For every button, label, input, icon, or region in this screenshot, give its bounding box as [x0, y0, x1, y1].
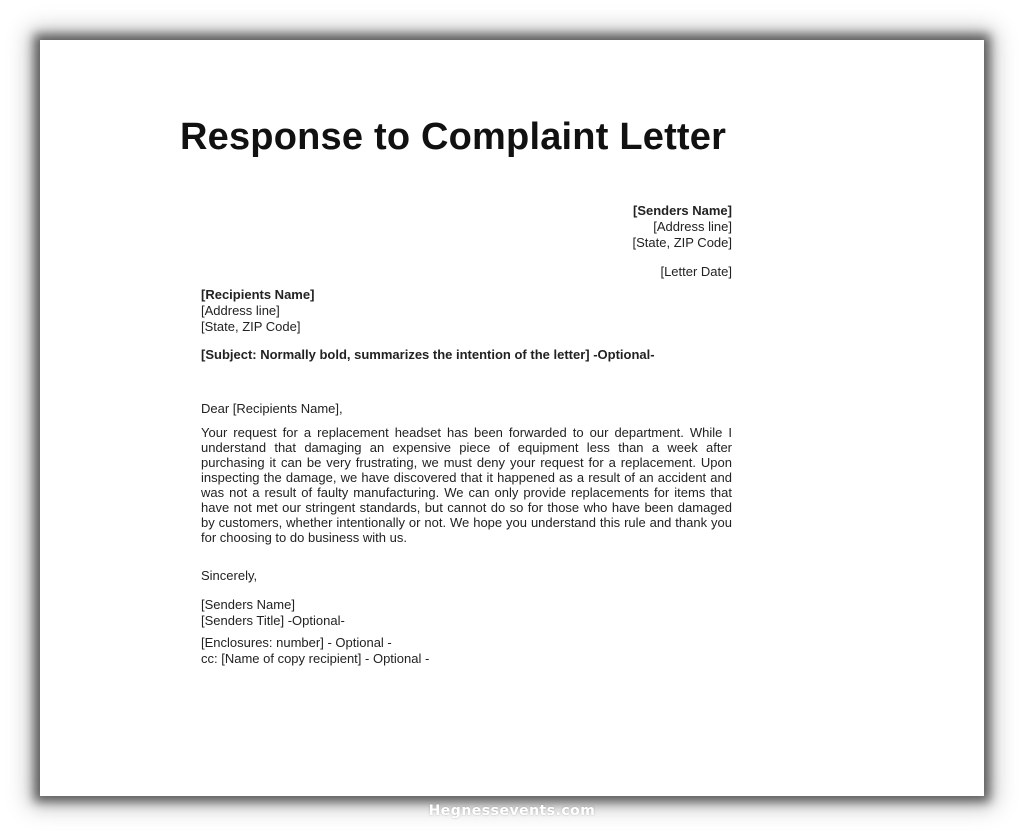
recipient-address-line: [Address line]	[201, 303, 280, 318]
enclosures-block	[201, 635, 429, 667]
sender-address-line: [Address line]	[653, 219, 732, 234]
subject-line: [Subject: Normally bold, summarizes the intention of the letter] -Optional-	[201, 347, 655, 362]
recipient-state-zip: [State, ZIP Code]	[201, 319, 301, 334]
letter-date: [Letter Date]	[660, 264, 732, 279]
signature-block	[201, 597, 345, 629]
document-title: Response to Complaint Letter	[180, 116, 727, 158]
sender-state-zip: [State, ZIP Code]	[632, 235, 732, 250]
letter-page	[40, 40, 984, 796]
recipient-block	[201, 287, 314, 335]
sender-name: [Senders Name]	[633, 203, 732, 218]
cc-line: cc: [Name of copy recipient] - Optional -	[201, 651, 430, 666]
signature-name: [Senders Name]	[201, 597, 295, 612]
closing: Sincerely,	[201, 568, 258, 583]
recipient-name: [Recipients Name]	[201, 287, 315, 302]
watermark: Hegnessevents.com	[428, 803, 596, 819]
enclosures-line: [Enclosures: number] - Optional -	[201, 635, 392, 650]
letter-body: Your request for a replacement headset has been forwarded to our department. While I understand that damaging an expensive piece of equipment less than a week after purchasing it can be very frustrating, we must deny your request for a replacement. Upon inspecting the damage, we have discovered that it happened as a result of an accident and was not a result of faulty manufacturing. We can only provide replacements for items that have not met our stringent standards, but cannot do so for those who have been damaged by customers, whether intentionally or not. We hope you understand this rule and thank you for choosing to do business with us.	[201, 425, 732, 545]
salutation: Dear [Recipients Name],	[201, 401, 343, 416]
sender-block	[633, 203, 732, 251]
signature-title: [Senders Title] -Optional-	[201, 613, 345, 628]
